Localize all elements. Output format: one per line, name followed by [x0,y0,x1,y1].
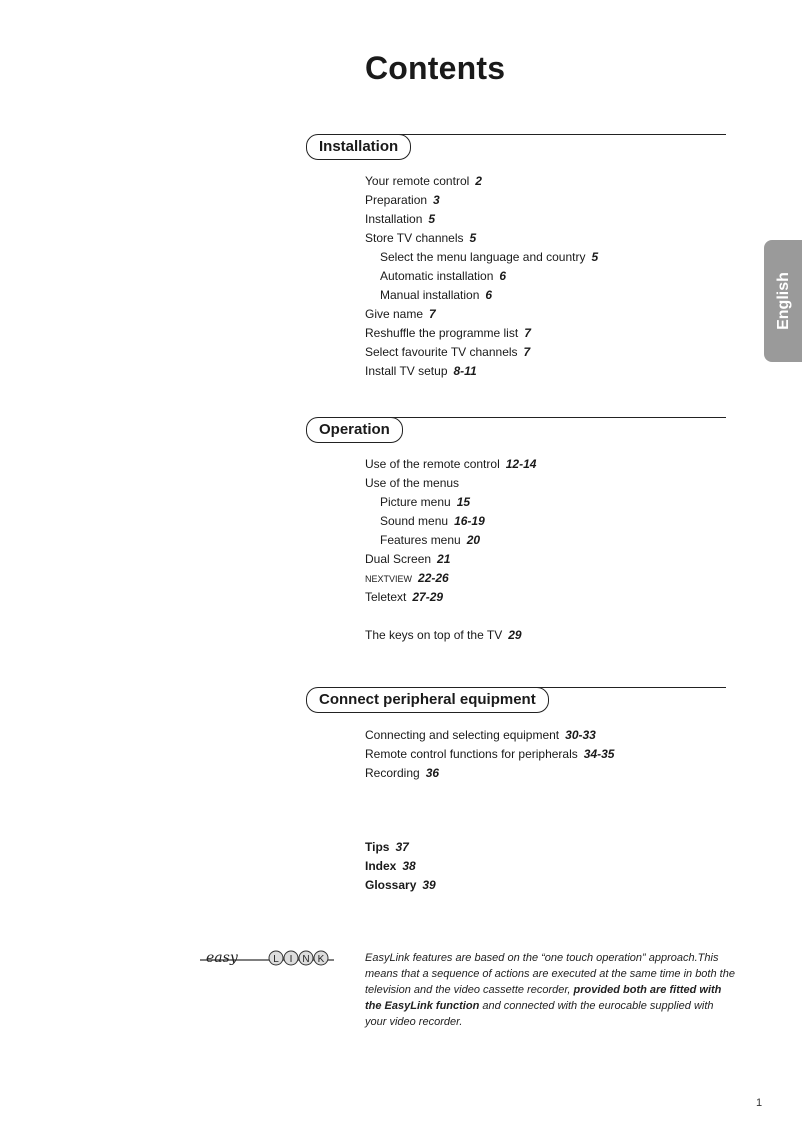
page-ref: 37 [395,840,409,854]
toc-subitem[interactable]: Picture menu 15 [380,495,471,509]
toc-item[interactable]: Use of the menus [365,476,460,490]
page-ref: 12-14 [505,457,537,471]
language-tab[interactable] [764,240,802,362]
toc-item[interactable]: Reshuffle the programme list 7 [365,326,531,340]
page-ref: 30-33 [565,728,596,742]
page-ref: 36 [425,766,440,780]
toc-item[interactable]: Give name 7 [365,307,436,321]
page-ref: 7 [523,345,531,359]
page-ref: 34-35 [583,747,615,761]
toc-item[interactable]: Teletext 27-29 [365,590,444,604]
page-ref: 29 [508,628,522,642]
toc-subitem[interactable]: Select the menu language and country 5 [380,250,599,264]
toc-item[interactable]: The keys on top of the TV 29 [365,628,522,642]
toc-subitem[interactable]: Automatic installation 6 [380,269,507,283]
page-ref: 7 [524,326,531,340]
page-ref: 39 [422,878,436,892]
toc-item-tips[interactable]: Tips 37 [365,840,409,854]
toc-item[interactable]: Recording 36 [365,766,440,780]
toc-item[interactable]: Store TV channels 5 [365,231,477,245]
easylink-description: EasyLink features are based on the “one touch operation” approach.This means that a sequence of actions are executed at the same time in both the television and the video cassette recorder, provided both are fitted with the EasyLink function and connected with the eurocable supplied with your video recorder. [365,952,735,1028]
page-ref: 5 [428,212,436,226]
svg-text:N: N [302,954,310,965]
page-ref: 5 [469,231,477,245]
page-ref: 5 [591,250,599,264]
toc-item[interactable]: Select favourite TV channels 7 [365,345,531,359]
section-header-operation [306,417,726,443]
page-number: 1 [756,1097,763,1109]
toc-item[interactable]: Install TV setup 8-11 [365,364,477,378]
page-ref: 8-11 [453,364,477,378]
toc-item[interactable]: Preparation 3 [365,193,440,207]
svg-text:I: I [289,954,293,965]
section-title: Installation [306,134,411,160]
toc-operation [365,455,536,645]
toc-extras [365,838,436,895]
toc-peripheral [365,726,614,783]
toc-item[interactable]: Connecting and selecting equipment 30-33 [365,728,596,742]
page-ref: 22-26 [418,571,449,585]
toc-item[interactable]: Installation 5 [365,212,436,226]
page-ref: 20 [466,533,481,547]
section-title: Connect peripheral equipment [306,687,549,713]
toc-item[interactable]: Remote control functions for peripherals 34-35 [365,747,615,761]
svg-text:L: L [273,954,279,965]
toc-subitem[interactable]: Sound menu 16-19 [380,514,485,528]
page-ref: 21 [437,552,451,566]
page-ref: 6 [499,269,507,283]
toc-installation [365,172,598,381]
section-header-peripheral [306,687,726,713]
nextview-label: NEXTVIEW [365,574,413,584]
page-title: Contents [365,50,506,86]
section-header-installation [306,134,726,160]
toc-item[interactable]: Your remote control 2 [365,174,482,188]
page-ref: 6 [485,288,493,302]
easylink-logo-icon [198,946,338,970]
svg-text:easy: easy [206,950,238,966]
toc-subitem[interactable]: Features menu 20 [380,533,481,547]
page-ref: 38 [402,859,416,873]
page-ref: 27-29 [412,590,444,604]
page-ref: 15 [456,495,471,509]
svg-text:K: K [317,954,325,965]
easylink-emphasis: provided both are fitted with the EasyLink function [365,984,722,1012]
page-ref: 2 [475,174,482,188]
toc-subitem[interactable]: Manual installation 6 [380,288,493,302]
toc-item-index[interactable]: Index 38 [365,859,416,873]
page-ref: 3 [433,193,440,207]
toc-item[interactable]: Use of the remote control 12-14 [365,457,537,471]
section-title: Operation [306,417,403,443]
toc-item-glossary[interactable]: Glossary 39 [365,878,436,892]
toc-item[interactable] [365,569,536,588]
toc-item[interactable]: Dual Screen 21 [365,552,451,566]
page-ref: 16-19 [454,514,485,528]
language-tab-label: English [775,272,792,330]
page-ref: 7 [429,307,436,321]
